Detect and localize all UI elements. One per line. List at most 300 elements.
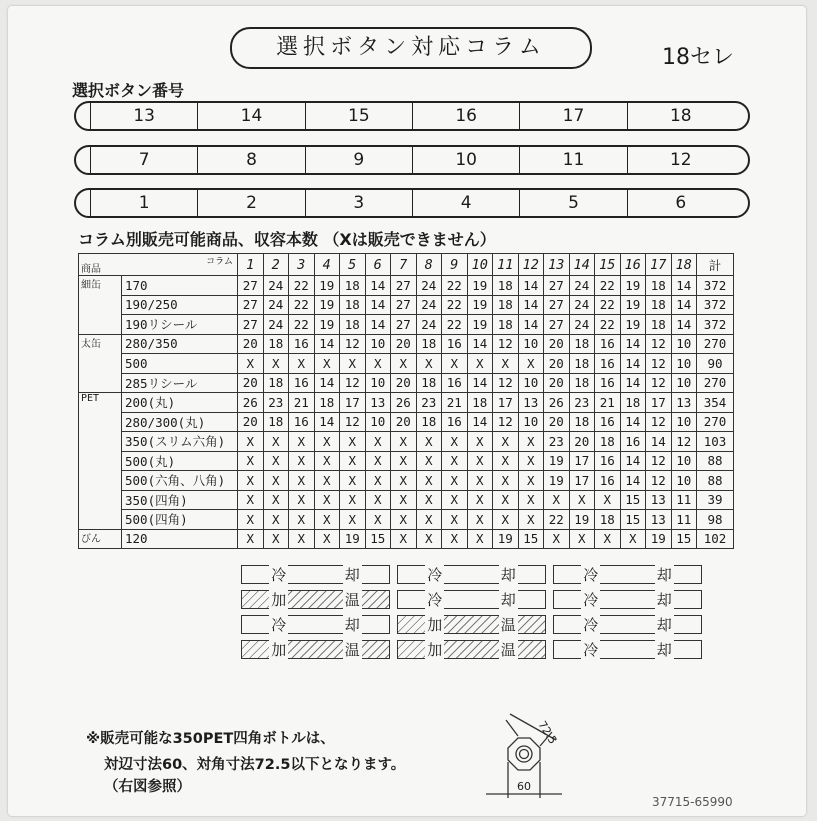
capacity-cell: X [365,510,391,530]
capacity-cell: 14 [467,373,493,393]
capacity-cell: 15 [671,529,697,549]
capacity-cell: 10 [671,471,697,491]
capacity-cell: 18 [416,334,442,354]
capacity-cell: 15 [518,529,544,549]
capacity-cell: 19 [620,315,646,335]
capacity-cell: 22 [442,315,468,335]
mode-char: 加 [271,641,287,659]
capacity-cell: 19 [544,471,570,491]
capacity-cell: 22 [442,295,468,315]
capacity-cell: X [493,354,519,374]
capacity-cell: X [544,529,570,549]
capacity-cell: 14 [671,295,697,315]
capacity-cell: 19 [646,529,672,549]
capacity-cell: 20 [544,373,570,393]
column-header: 2 [263,254,289,276]
capacity-cell: 17 [569,451,595,471]
capacity-cell: 19 [569,510,595,530]
capacity-cell: 18 [340,295,366,315]
corner-column-label: コラム [206,257,233,267]
capacity-cell: 10 [671,334,697,354]
capacity-cell: 12 [646,451,672,471]
capacity-cell: 26 [391,393,417,413]
capacity-cell: X [416,432,442,452]
capacity-cell: 14 [365,315,391,335]
capacity-cell: X [442,529,468,549]
capacity-cell: 10 [671,354,697,374]
capacity-cell: 26 [544,393,570,413]
capacity-cell: 11 [671,490,697,510]
capacity-cell: 16 [595,471,621,491]
selection-button: 3 [305,190,412,216]
mode-char: 加 [271,591,287,609]
capacity-cell: 18 [416,373,442,393]
capacity-cell: X [391,471,417,491]
capacity-cell: 19 [340,529,366,549]
category-cell [79,315,122,335]
capacity-cell: X [518,471,544,491]
capacity-cell: X [518,510,544,530]
selection-button: 17 [519,103,626,129]
category-cell [79,510,122,530]
product-cell: 350(スリム六角) [122,432,238,452]
capacity-cell: 18 [340,315,366,335]
selection-button: 10 [412,147,519,173]
capacity-cell: 16 [595,354,621,374]
column-header: 11 [493,254,519,276]
capacity-cell: X [340,490,366,510]
mode-char: 却 [344,566,360,584]
table-section-label: コラム別販売可能商品、収容本数 （Xは販売できません） [78,230,496,249]
total-cell: 270 [697,334,734,354]
capacity-cell: 18 [263,412,289,432]
capacity-cell: X [289,432,315,452]
capacity-cell: 18 [263,373,289,393]
capacity-cell: 12 [340,373,366,393]
column-header: 17 [646,254,672,276]
capacity-cell: X [263,354,289,374]
capacity-cell: X [263,510,289,530]
capacity-cell: 27 [544,276,570,296]
capacity-cell: X [263,471,289,491]
capacity-cell: 13 [646,490,672,510]
category-cell [79,432,122,452]
bottle-dimension-diagram [478,706,578,806]
mode-char: 却 [656,591,672,609]
capacity-cell: 27 [544,315,570,335]
mode-char: 却 [656,566,672,584]
capacity-cell: 16 [289,412,315,432]
capacity-cell: 19 [620,276,646,296]
capacity-cell: 17 [340,393,366,413]
capacity-cell: 22 [442,276,468,296]
row-end-cap [76,103,90,129]
capacity-cell: X [595,529,621,549]
capacity-cell: 13 [518,393,544,413]
capacity-cell: X [365,354,391,374]
selection-button: 6 [627,190,734,216]
row-end-cap [734,190,748,216]
mode-char: 却 [500,566,516,584]
table-row [79,295,734,315]
total-cell: 103 [697,432,734,452]
capacity-cell: X [493,490,519,510]
capacity-cell: 19 [467,315,493,335]
total-cell: 98 [697,510,734,530]
product-cell: 200(丸) [122,393,238,413]
capacity-cell: 27 [544,295,570,315]
capacity-cell: 10 [518,373,544,393]
capacity-cell: 14 [671,276,697,296]
capacity-cell: X [289,451,315,471]
capacity-cell: X [493,451,519,471]
capacity-cell: 18 [493,315,519,335]
capacity-cell: X [391,529,417,549]
selection-button: 18 [627,103,734,129]
capacity-cell: X [289,529,315,549]
capacity-cell: 19 [314,315,340,335]
capacity-cell: 18 [646,295,672,315]
capacity-cell: 12 [646,354,672,374]
capacity-cell: X [467,451,493,471]
column-table [78,253,734,549]
capacity-cell: X [238,471,264,491]
capacity-cell: X [340,451,366,471]
capacity-cell: 17 [569,471,595,491]
capacity-cell: 18 [569,334,595,354]
selection-button: 11 [519,147,626,173]
capacity-cell: 24 [416,276,442,296]
capacity-cell: X [238,354,264,374]
mode-char: 冷 [583,616,599,634]
capacity-cell: 14 [620,451,646,471]
capacity-cell: 18 [646,276,672,296]
total-cell: 90 [697,354,734,374]
capacity-cell: X [467,432,493,452]
capacity-cell: 24 [569,315,595,335]
bottle-outer-circle [516,746,532,762]
cooling-mode-box [241,565,390,584]
capacity-cell: X [263,490,289,510]
column-header: 18 [671,254,697,276]
capacity-cell: 14 [620,471,646,491]
mode-char: 却 [656,616,672,634]
category-cell: PET [79,393,122,413]
product-cell: 280/300(丸) [122,412,238,432]
capacity-cell: 16 [595,373,621,393]
octagon-outline [508,738,540,770]
table-row [79,276,734,296]
button-section-label: 選択ボタン番号 [72,81,185,100]
table-row [79,393,734,413]
capacity-cell: 27 [391,315,417,335]
mode-char: 加 [427,616,443,634]
capacity-cell: X [467,490,493,510]
capacity-cell: 13 [365,393,391,413]
capacity-cell: 20 [238,334,264,354]
table-row [79,451,734,471]
capacity-cell: 27 [238,315,264,335]
mode-char: 温 [500,616,516,634]
capacity-cell: X [416,510,442,530]
model-code: 18セレ [662,45,734,70]
capacity-cell: X [518,354,544,374]
category-cell [79,451,122,471]
capacity-cell: X [238,490,264,510]
capacity-cell: 16 [595,451,621,471]
note-line-1: ※販売可能な350PET四角ボトルは、 [86,731,335,747]
capacity-cell: 16 [442,334,468,354]
category-cell [79,471,122,491]
capacity-cell: X [365,451,391,471]
capacity-cell: X [238,432,264,452]
capacity-cell: 15 [620,510,646,530]
dim-diag-label: 72.5 [535,718,560,747]
capacity-cell: X [595,490,621,510]
capacity-cell: X [314,451,340,471]
capacity-cell: 27 [391,295,417,315]
capacity-cell: 21 [289,393,315,413]
mode-char: 冷 [583,641,599,659]
capacity-cell: 10 [518,412,544,432]
capacity-cell: 18 [340,276,366,296]
table-row [79,412,734,432]
product-cell: 350(四角) [122,490,238,510]
cooling-mode-box [553,640,702,659]
column-header: 12 [518,254,544,276]
capacity-cell: 18 [595,432,621,452]
table-row [79,432,734,452]
capacity-cell: 16 [442,412,468,432]
capacity-cell: X [467,471,493,491]
capacity-cell: X [442,490,468,510]
table-row [79,471,734,491]
capacity-cell: X [263,529,289,549]
selection-button: 1 [90,190,197,216]
capacity-cell: 10 [671,373,697,393]
capacity-cell: X [518,432,544,452]
capacity-cell: 16 [289,373,315,393]
selection-button: 12 [627,147,734,173]
capacity-cell: 20 [544,334,570,354]
capacity-cell: 24 [416,295,442,315]
capacity-cell: 16 [595,334,621,354]
capacity-cell: X [391,490,417,510]
button-row [74,101,750,131]
capacity-cell: X [289,354,315,374]
capacity-cell: 18 [569,412,595,432]
mode-char: 却 [656,641,672,659]
capacity-cell: 10 [365,334,391,354]
cooling-mode-box [553,565,702,584]
capacity-cell: X [238,529,264,549]
mode-char: 冷 [427,566,443,584]
capacity-cell: X [365,432,391,452]
table-row [79,529,734,549]
capacity-cell: 14 [467,334,493,354]
capacity-cell: X [416,354,442,374]
capacity-cell: X [340,354,366,374]
capacity-cell: X [314,471,340,491]
mode-char: 冷 [271,566,287,584]
capacity-cell: 11 [671,510,697,530]
capacity-cell: X [442,432,468,452]
capacity-cell: X [391,432,417,452]
capacity-cell: X [416,471,442,491]
capacity-cell: 12 [493,412,519,432]
dim-side-label: 60 [517,780,531,793]
capacity-cell: 18 [595,510,621,530]
table-corner [79,254,238,276]
row-end-cap [734,103,748,129]
page-title: 選択ボタン対応コラム [230,27,592,69]
category-cell: 細缶 [79,276,122,296]
capacity-cell: 18 [569,354,595,374]
capacity-cell: X [340,510,366,530]
column-header: 9 [442,254,468,276]
capacity-cell: 27 [238,295,264,315]
capacity-cell: X [314,432,340,452]
row-end-cap [734,147,748,173]
capacity-cell: 26 [238,393,264,413]
capacity-cell: 14 [518,315,544,335]
column-header: 8 [416,254,442,276]
mode-char: 加 [427,641,443,659]
capacity-cell: X [263,451,289,471]
capacity-cell: 14 [671,315,697,335]
column-header: 7 [391,254,417,276]
column-header: 1 [238,254,264,276]
product-cell: 280/350 [122,334,238,354]
capacity-cell: 16 [620,432,646,452]
column-header: 10 [467,254,493,276]
selection-button: 2 [197,190,304,216]
capacity-cell: 20 [238,373,264,393]
category-cell: 太缶 [79,334,122,354]
capacity-cell: 19 [467,295,493,315]
capacity-cell: 10 [671,412,697,432]
cooling-mode-box [241,615,390,634]
capacity-cell: 23 [569,393,595,413]
capacity-cell: 18 [263,334,289,354]
capacity-cell: X [340,432,366,452]
capacity-cell: 14 [314,412,340,432]
capacity-cell: X [314,490,340,510]
capacity-cell: 24 [263,315,289,335]
capacity-cell: 18 [493,276,519,296]
capacity-cell: X [620,529,646,549]
cooling-mode-box [553,615,702,634]
note-line-3: （右図参照） [104,779,191,795]
capacity-cell: 24 [263,295,289,315]
capacity-cell: 14 [365,295,391,315]
capacity-cell: X [442,451,468,471]
capacity-cell: X [416,529,442,549]
selection-button: 14 [197,103,304,129]
total-cell: 270 [697,373,734,393]
selection-button: 4 [412,190,519,216]
category-cell [79,412,122,432]
capacity-cell: 27 [391,276,417,296]
capacity-cell: 19 [620,295,646,315]
table-row [79,334,734,354]
capacity-cell: 17 [646,393,672,413]
capacity-cell: 12 [646,334,672,354]
capacity-cell: X [314,510,340,530]
capacity-cell: 19 [314,276,340,296]
capacity-cell: 18 [314,393,340,413]
capacity-cell: 27 [238,276,264,296]
capacity-cell: X [467,510,493,530]
capacity-cell: 14 [518,276,544,296]
total-cell: 88 [697,471,734,491]
total-cell: 372 [697,315,734,335]
capacity-cell: 15 [365,529,391,549]
heating-mode-box [397,640,546,659]
column-header: 4 [314,254,340,276]
total-cell: 88 [697,451,734,471]
capacity-cell: X [467,529,493,549]
capacity-cell: X [314,354,340,374]
capacity-cell: 22 [289,315,315,335]
heating-mode-box [241,640,390,659]
product-cell: 190/250 [122,295,238,315]
capacity-cell: 17 [493,393,519,413]
capacity-cell: 16 [442,373,468,393]
capacity-cell: 20 [544,412,570,432]
capacity-cell: X [391,354,417,374]
capacity-cell: 14 [646,432,672,452]
capacity-cell: 24 [569,295,595,315]
category-cell [79,295,122,315]
capacity-cell: 18 [493,295,519,315]
capacity-cell: 20 [391,373,417,393]
capacity-cell: 21 [595,393,621,413]
capacity-cell: X [467,354,493,374]
total-cell: 270 [697,412,734,432]
capacity-cell: 18 [416,412,442,432]
capacity-cell: 22 [544,510,570,530]
capacity-cell: 14 [314,373,340,393]
mode-char: 冷 [427,591,443,609]
capacity-cell: 14 [314,334,340,354]
heating-mode-box [397,615,546,634]
mode-char: 却 [500,591,516,609]
total-cell: 39 [697,490,734,510]
capacity-cell: 20 [544,354,570,374]
capacity-cell: 10 [671,451,697,471]
product-cell: 500 [122,354,238,374]
capacity-cell: X [544,490,570,510]
mode-char: 温 [500,641,516,659]
row-end-cap [76,147,90,173]
total-cell: 372 [697,276,734,296]
capacity-cell: X [569,529,595,549]
mode-char: 冷 [583,591,599,609]
capacity-cell: 13 [671,393,697,413]
table-row [79,490,734,510]
column-header: 6 [365,254,391,276]
cooling-mode-box [397,590,546,609]
capacity-cell: 14 [620,412,646,432]
mode-char: 温 [344,591,360,609]
capacity-cell: 19 [467,276,493,296]
capacity-cell: X [442,354,468,374]
capacity-cell: X [365,490,391,510]
selection-button: 9 [305,147,412,173]
capacity-cell: 22 [595,276,621,296]
selection-button: 15 [305,103,412,129]
